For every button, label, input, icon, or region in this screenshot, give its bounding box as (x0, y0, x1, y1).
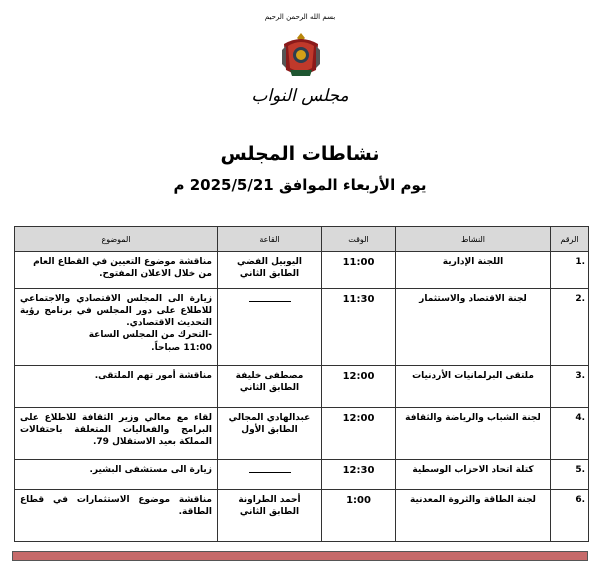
row-activity: لجنة الطاقة والثروة المعدنية (396, 490, 551, 542)
header-time: الوقت (322, 227, 396, 252)
row-hall (218, 490, 322, 542)
topic-line: مناقشة أمور تهم الملتقى. (94, 371, 212, 381)
row-topic (15, 460, 218, 490)
row-topic (15, 252, 218, 289)
row-number: .4 (551, 408, 589, 460)
row-hall (218, 289, 322, 366)
hall-name: اليوبيل الفضي (237, 257, 302, 267)
header-hall: القاعة (218, 227, 322, 252)
table-row (15, 366, 589, 408)
activities-table (14, 226, 589, 542)
hall-name: عبدالهادي المجالي (228, 413, 311, 423)
table-row (15, 252, 589, 289)
topic-line: -التحرك من المجلس الساعة (88, 330, 212, 341)
coat-of-arms-emblem (276, 30, 326, 80)
activities-table-container (14, 226, 588, 564)
row-time: 12:00 (322, 408, 396, 460)
date-subtitle: يوم الأربعاء الموافق 2025/5/21 م (173, 176, 427, 194)
header-number: الرقم (551, 227, 589, 252)
row-time: 12:30 (322, 460, 396, 490)
topic-line: لقاء مع معالي وزير الثقافة للاطلاع على البرامج والفعاليات المتعلقة باحتفالات المملكة بعيد الاستقلال 79. (20, 413, 212, 448)
row-activity: اللجنة الإدارية (396, 252, 551, 289)
header-topic: الموضوع (15, 227, 218, 252)
topic-line: 11:00 صباحاً. (151, 342, 212, 353)
hall-name: مصطفى خليفة (235, 371, 304, 381)
table-row (15, 289, 589, 366)
row-activity: لجنة الاقتصاد والاستثمار (396, 289, 551, 366)
row-hall (218, 366, 322, 408)
hall-floor: الطابق الأول (241, 425, 298, 436)
hall-floor: الطابق الثاني (239, 269, 300, 280)
topic-line: زيارة الى مستشفى البشير. (89, 465, 212, 475)
table-row (15, 460, 589, 490)
table-footer-bar (12, 551, 588, 561)
row-topic (15, 366, 218, 408)
row-number: .1 (551, 252, 589, 289)
topic-line: زيارة الى المجلس الاقتصادي والاجتماعي للاطلاع على دور المجلس في برنامج رؤية التحديث الاقتصادي. (20, 294, 212, 329)
hall-floor: الطابق الثاني (239, 507, 300, 518)
row-time: 11:30 (322, 289, 396, 366)
topic-line: من خلال الاعلان المفتوح. (99, 269, 212, 280)
header-activity: النشاط (396, 227, 551, 252)
council-logo-text: مجلس النواب (251, 86, 349, 106)
hall-floor: الطابق الثاني (239, 383, 300, 394)
empty-hall-placeholder (249, 464, 291, 473)
table-row (15, 408, 589, 460)
row-activity: ملتقى البرلمانيات الأردنيات (396, 366, 551, 408)
row-number: .6 (551, 490, 589, 542)
row-topic (15, 289, 218, 366)
row-time: 1:00 (322, 490, 396, 542)
table-header-row (15, 227, 589, 252)
row-number: .3 (551, 366, 589, 408)
row-time: 11:00 (322, 252, 396, 289)
table-row (15, 490, 589, 542)
row-topic (15, 490, 218, 542)
topic-line: مناقشة موضوع الاستثمارات في قطاع الطاقة. (20, 495, 212, 518)
row-hall (218, 408, 322, 460)
bismillah-text: بسم الله الرحمن الرحيم (264, 13, 336, 21)
row-activity: كتلة اتحاد الاحزاب الوسطية (396, 460, 551, 490)
row-number: .2 (551, 289, 589, 366)
row-time: 12:00 (322, 366, 396, 408)
page-title: نشاطات المجلس (220, 143, 380, 165)
hall-name: أحمد الطراونة (238, 495, 301, 505)
empty-hall-placeholder (249, 293, 291, 302)
row-activity: لجنة الشباب والرياضة والثقافة (396, 408, 551, 460)
row-topic (15, 408, 218, 460)
row-number: .5 (551, 460, 589, 490)
topic-line: مناقشة موضوع التعيين في القطاع العام (33, 257, 212, 267)
row-hall (218, 460, 322, 490)
row-hall (218, 252, 322, 289)
